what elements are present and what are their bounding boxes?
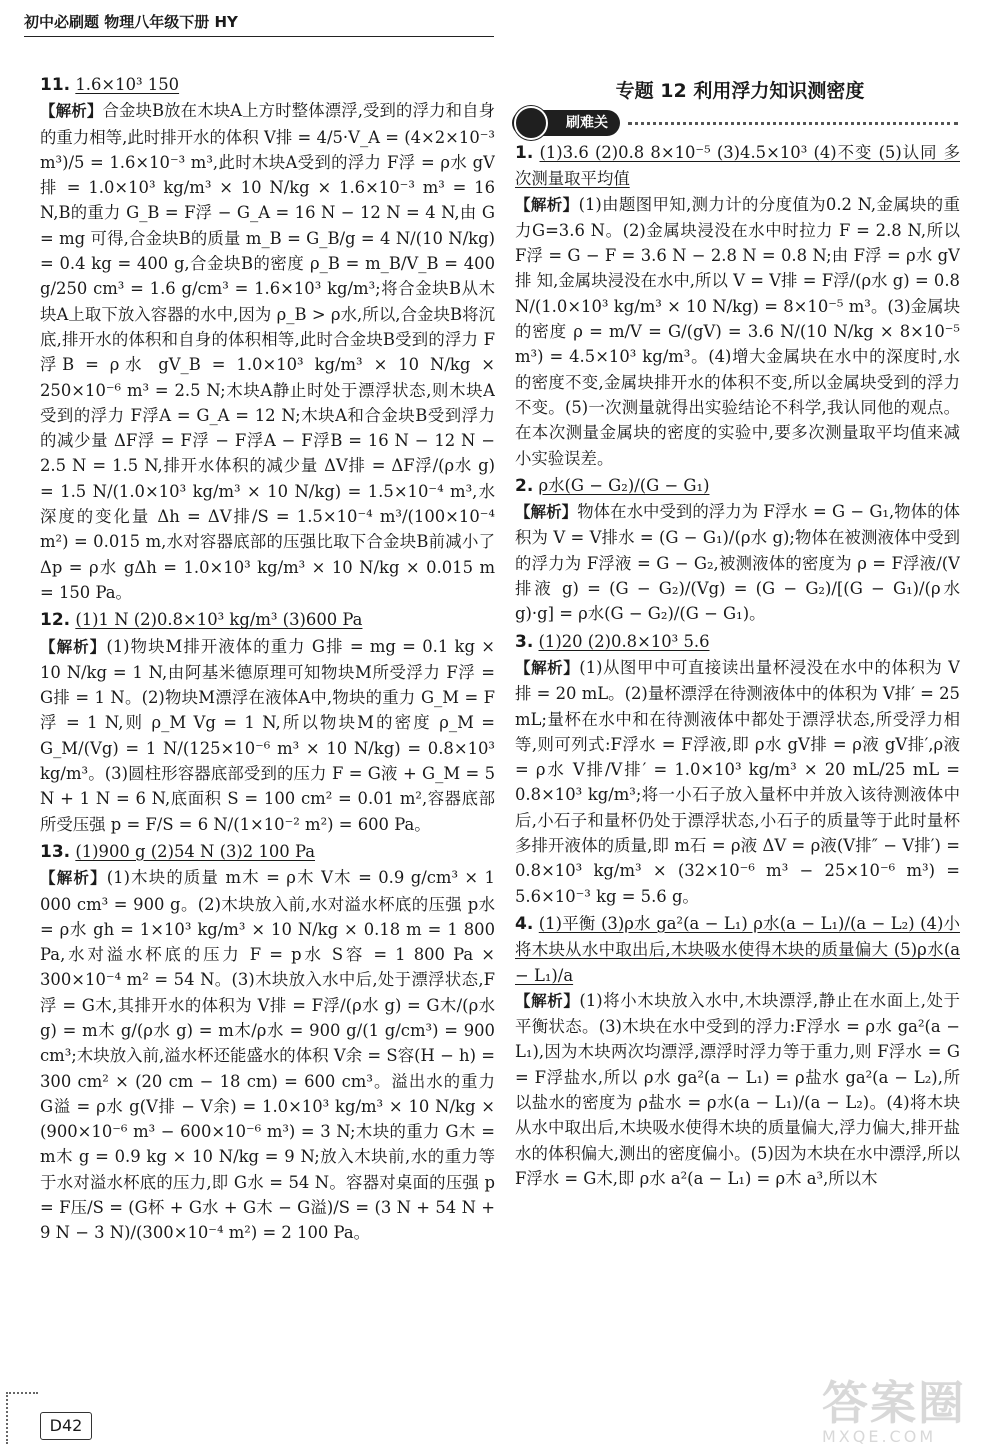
question-13 [40,839,495,1246]
badge-icon [514,106,548,140]
analysis-text: 合金块B放在木块A上方时整体漂浮,受到的浮力和自身的重力相等,此时排开水的体积 V排 = 4/5·V_A = (4×2×10⁻³ m³)/5 = 1.6×10⁻³ m³,此时木块A受到的浮力 F浮 = ρ水 gV排 = 1.0×10³ kg/m³ × 10 N/kg × 1.6×10⁻³ m³ = 16 N,B的重力 G_B = F浮 − G_A = 16 N − 12 N = 4 N,由 G = mg 可得,合金块B的质量 m_B = G_B/g = 4 N/(10 N/kg) = 0.4 kg = 400 g,合金块B的密度 ρ_B = m_B/V_B = 400 g/250 cm³ = 1.6 g/cm³ = 1.6×10³ kg/m³;将合金块B从木块A上取下放入容器的水中,因为 ρ_B > ρ水,所以,合金块B将沉底,排开水的体积和自身的体积相等,此时合金块B受到的浮力 F浮B = ρ水 gV_B = 1.0×10³ kg/m³ × 10 N/kg × 250×10⁻⁶ m³ = 2.5 N;木块A静止时处于漂浮状态,则木块A受到的浮力 F浮A = G_A = 12 N;木块A和合金块B受到浮力的减少量 ΔF浮 = F浮 − F浮A − F浮B = 16 N − 12 N − 2.5 N = 1.5 N,排开水体积的减少量 ΔV排 = ΔF浮/(ρ水 g) = 1.5 N/(1.0×10³ kg/m³ × 10 N/kg) = 1.5×10⁻⁴ m³,水深度的变化量 Δh = ΔV排/S = 1.5×10⁻⁴ m³/(100×10⁻⁴ m²) = 0.015 m,水对容器底部的压强比取下合金块B前减小了 Δp = ρ水 gΔh = 1.0×10³ kg/m³ × 10 N/kg × 0.015 m = 150 Pa。 [40,101,495,602]
question-number: 12. [40,610,71,631]
difficulty-badge [512,110,958,136]
answer: (1)1 N (2)0.8×10³ kg/m³ (3)600 Pa [75,610,363,630]
watermark [822,1376,992,1446]
question-4 [515,911,960,1191]
question-number: 11. [40,75,71,95]
analysis-text: (1)从图甲中可直接读出量杯浸没在水中的体积为 V排 = 20 mL。(2)量杯漂浮在待测液体中的体积为 V排′ = 25 mL;量杯在水中和在待测液体中都处于漂浮状态,所受浮力相等,则可列式:F浮水 = F浮液,即 ρ水 gV排 = ρ液 gV排′,ρ液 = ρ水 V排/V排′ = 1.0×10³ kg/m³ × 20 mL/25 mL = 0.8×10³ kg/m³;将一小石子放入量杯中并放入该待测液体中后,小石子和量杯仍处于漂浮状态,小石子的质量等于此时量杯多排开液体的质量,即 m石 = ρ液 ΔV = ρ液(V排″ − V排′) = 0.8×10³ kg/m³ × (32×10⁻⁶ m³ − 25×10⁻⁶ m³) = 5.6×10⁻³ kg = 5.6 g。 [515,657,960,906]
watermark-text: 答案圈 [822,1376,966,1430]
analysis-text: (1)由题图甲知,测力计的分度值为0.2 N,金属块的重力G=3.6 N。(2)金属块浸没在水中时拉力 F = 2.8 N,所以 F浮 = G − F = 3.6 N − 2.8 N = 0.8 N;由 F浮 = ρ水 gV排 知,金属块浸没在水中,所以 V = V排 = F浮/(ρ水 g) = 0.8 N/(1.0×10³ kg/m³ × 10 N/kg) = 8×10⁻⁵ m³。(3)金属块的密度 ρ = m/V = G/(gV) = 3.6 N/(10 N/kg × 8×10⁻⁵ m³) = 4.5×10³ kg/m³。(4)增大金属块在水中的深度时,水的密度不变,金属块排开水的体积不变,所以金属块受到的浮力不变。(5)一次测量就得出实验结论不科学,我认同他的观点。在本次测量金属块的密度的实验中,要多次测量取平均值来减小实验误差。 [515,194,960,468]
page-number: D42 [40,1412,92,1440]
dotted-divider [628,122,958,125]
answer: (1)20 (2)0.8×10³ 5.6 [538,631,710,651]
topic-title: 专题 12 利用浮力知识测密度 [615,80,865,102]
analysis-text: (1)将小木块放入水中,木块漂浮,静止在水面上,处于平衡状态。(3)木块在水中受到的浮力:F浮水 = ρ水 ga²(a − L₁),因为木块两次均漂浮,漂浮时浮力等于重力,则 F浮水 = G = F浮盐水,所以 ρ水 ga²(a − L₁) = ρ盐水 ga²(a − L₂),所以盐水的密度为 ρ盐水 = ρ水(a − L₁)/(a − L₂)。(4)将木块从水中取出后,木块吸水使得木块的质量偏大,浮力偏大,排开盐水的体积偏大,测出的密度偏小。(5)因为木块在水中漂浮,所以 F浮水 = G木,即 ρ水 a²(a − L₁) = ρ木 a³,所以木 [515,990,960,1188]
question-number: 2. [515,475,534,496]
question-3 [515,629,960,909]
question-12 [40,607,495,837]
watermark-url: MXQE.COM [822,1427,937,1446]
answer: ρ水(G − G₂)/(G − G₁) [538,475,710,495]
question-number: 1. [515,143,534,163]
answer: (1)3.6 (2)0.8 8×10⁻⁵ (3)4.5×10³ (4)不变 (5)认同 多次测量取平均值 [515,143,960,189]
question-1 [515,140,960,471]
analysis-tag: 【解析】 [515,658,580,677]
analysis-tag: 【解析】 [515,991,580,1010]
question-2 [515,473,960,627]
analysis-text: (1)木块的质量 m木 = ρ木 V木 = 0.9 g/cm³ × 1 000 cm³ = 900 g。(2)木块放入前,水对溢水杯底的压强 p水 = ρ水 gh = 1×10³ kg/m³ × 10 N/kg × 0.18 m = 1 800 Pa,水对溢水杯底的压力 F = p水 S容 = 1 800 Pa × 300×10⁻⁴ m² = 54 N。(3)木块放入水中后,处于漂浮状态,F浮 = G木,其排开水的体积为 V排 = F浮/(ρ水 g) = G木/(ρ水 g) = m木 g/(ρ水 g) = m木/ρ水 = 900 g/(1 g/cm³) = 900 cm³;木块放入前,溢水杯还能盛水的体积 V余 = S容(H − h) = 300 cm² × (20 cm − 18 cm) = 600 cm³。溢出水的重力 G溢 = ρ水 g(V排 − V余) = 1.0×10³ kg/m³ × 10 N/kg × (900×10⁻⁶ m³ − 600×10⁻⁶ m³) = 3 N;木块的重力 G木 = m木 g = 0.9 kg × 10 N/kg = 9 N;放入木块前,水的重力等于水对溢水杯底的压力,即 G水 = 54 N。容器对桌面的压强 p = F压/S = (G杯 + G水 + G木 − G溢)/S = (3 N + 54 N + 9 N − 3 N)/(300×10⁻⁴ m²) = 2 100 Pa。 [40,868,495,1243]
analysis-tag: 【解析】 [40,102,103,121]
left-column [40,72,495,1371]
question-number: 13. [40,841,71,862]
analysis-tag: 【解析】 [515,195,579,214]
question-number: 4. [515,913,534,934]
running-header: 初中必刷题 物理八年级下册 HY [24,8,494,37]
analysis-tag: 【解析】 [40,637,107,656]
corner-mark [6,1392,38,1444]
analysis-text: (1)物块M排开液体的重力 G排 = mg = 0.1 kg × 10 N/kg = 1 N,由阿基米德原理可知物块M所受浮力 F浮 = G排 = 1 N。(2)物块M漂浮在液体A中,物块的重力 G_M = F浮 = 1 N,则 ρ_M Vg = 1 N,所以物块M的密度 ρ_M = G_M/(Vg) = 1 N/(125×10⁻⁶ m³ × 10 N/kg) = 0.8×10³ kg/m³。(3)圆柱形容器底部受到的压力 F = G液 + G_M = 5 N + 1 N = 6 N,底面积 S = 100 cm² = 0.01 m²,容器底部所受压强 p = F/S = 6 N/(1×10⁻² m²) = 600 Pa。 [40,636,495,834]
answer: (1)900 g (2)54 N (3)2 100 Pa [75,841,316,861]
question-number: 3. [515,631,534,652]
analysis-text: 物体在水中受到的浮力为 F浮水 = G − G₁,物体的体积为 V = V排水 = (G − G₁)/(ρ水 g);物体在被测液体中受到的浮力为 F浮液 = G − G₂,被测液体的密度为 ρ = F浮液/(V排液 g) = (G − G₂)/(Vg) = (G − G₂)/[(G − G₁)/(ρ水 g)·g] = ρ水(G − G₂)/(G − G₁)。 [515,502,960,624]
badge-label: 刷难关 [512,110,620,136]
analysis-tag: 【解析】 [515,503,578,522]
answer: (1)平衡 (3)ρ水 ga²(a − L₁) ρ水(a − L₁)/(a − L₂) (4)小 将木块从水中取出后,木块吸水使得木块的质量偏大 (5)ρ水(a − L₁)/a [515,913,960,985]
question-11 [40,72,495,605]
answer: 1.6×10³ 150 [75,75,180,94]
analysis-tag: 【解析】 [40,869,107,888]
right-column [515,140,960,1371]
